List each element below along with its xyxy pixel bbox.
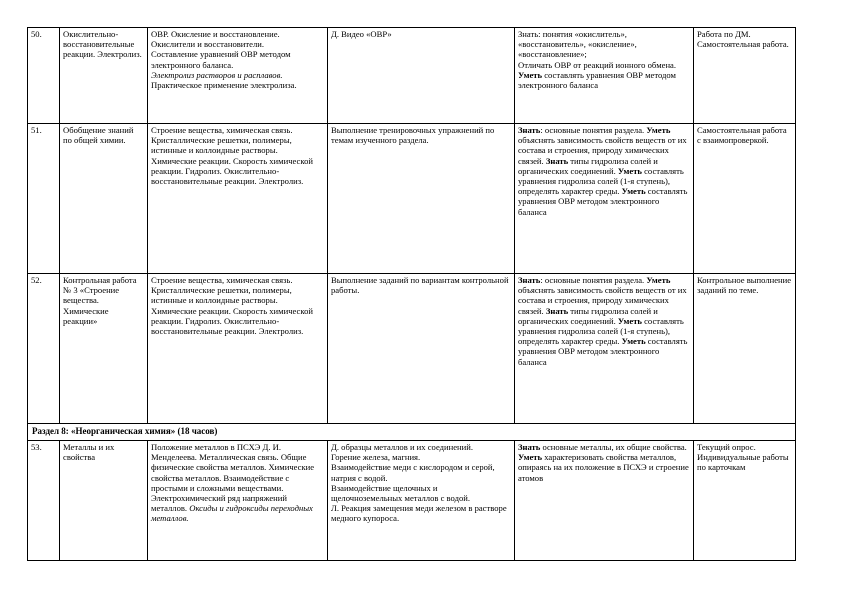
lesson-content	[148, 28, 328, 124]
lesson-number: 50.	[28, 28, 60, 124]
lesson-control: Текущий опрос. Индивидуальные работы по карточкам	[694, 441, 796, 561]
lesson-requirements	[515, 441, 694, 561]
req-bold: Уметь	[617, 315, 642, 326]
lesson-requirements	[515, 274, 694, 424]
lesson-demo: Д. Видео «ОВР»	[328, 28, 515, 124]
req-text: составлять уравнения ОВР методом электронного баланса	[518, 69, 676, 91]
req-bold: Уметь	[621, 336, 646, 347]
req-bold: Знать	[518, 442, 541, 452]
req-text: типы гидролиза солей и органических соединений.	[518, 155, 658, 176]
lesson-control: Контрольное выполнение заданий по теме.	[694, 274, 796, 424]
req-line: Знать: понятия «окислитель», «восстановитель», «окисление», «восстановление»;	[518, 29, 639, 60]
lesson-plan-table	[27, 27, 795, 561]
req-bold: Уметь	[518, 69, 543, 80]
section-heading: Раздел 8: «Неорганическая химия» (18 часов)	[28, 424, 796, 441]
lesson-topic: Контрольная работа № 3 «Строение вещества. Химические реакции»	[60, 274, 148, 424]
lesson-requirements	[515, 28, 694, 124]
demo-line: Горение железа, магния.	[331, 452, 421, 463]
req-text: составлять уравнения гидролиза солей (1-я ступень), определять характер среды.	[518, 165, 684, 197]
demo-line: Д. образцы металлов и их соединений.	[331, 442, 473, 452]
req-line: Отличать ОВР от реакций ионного обмена.	[518, 59, 677, 70]
lesson-number: 52.	[28, 274, 60, 424]
lesson-content: Строение вещества, химическая связь. Кристаллические решетки, полимеры, истинные и коллоидные растворы. Химические реакции. Скорость химической реакции. Гидролиз. Окислительно-восстановительные реакции. Электролиз.	[148, 274, 328, 424]
lesson-control: Самостоятельная работа с взаимопроверкой.	[694, 124, 796, 274]
req-bold: Знать	[518, 275, 541, 285]
req-text: составлять уравнения ОВР методом электронного баланса	[518, 186, 688, 217]
lesson-content	[148, 441, 328, 561]
table-row	[28, 274, 796, 424]
content-line: Окислители и восстановители.	[151, 39, 265, 50]
lesson-requirements	[515, 124, 694, 274]
table-row	[28, 28, 796, 124]
lesson-demo: Выполнение заданий по вариантам контрольной работы.	[328, 274, 515, 424]
lesson-topic: Обобщение знаний по общей химии.	[60, 124, 148, 274]
req-bold: Знать	[518, 125, 541, 135]
req-bold: Уметь	[646, 125, 671, 135]
lesson-demo	[328, 441, 515, 561]
content-italic: Электролиз растворов и расплавов.	[151, 69, 283, 80]
req-bold: Уметь	[518, 452, 543, 463]
content-line: Составление уравнений ОВР методом электронного баланса.	[151, 49, 293, 70]
req-text: : основные понятия раздела.	[540, 275, 647, 285]
req-bold: Уметь	[621, 186, 646, 197]
req-text: составлять уравнения ОВР методом электронного баланса	[518, 336, 688, 367]
content-italic: Оксиды и гидроксиды переходных металлов.	[151, 503, 313, 524]
req-text: составлять уравнения гидролиза солей (1-я ступень), определять характер среды.	[518, 315, 684, 347]
req-text: объяснять зависимость свойств веществ от их состава и строения, природу химических связей.	[518, 285, 687, 316]
req-bold: Знать	[545, 305, 569, 316]
demo-line: Л. Реакция замещения меди железом в растворе медного купороса.	[331, 503, 509, 524]
lesson-number: 51.	[28, 124, 60, 274]
lesson-control: Работа по ДМ. Самостоятельная работа.	[694, 28, 796, 124]
req-bold: Уметь	[646, 275, 671, 285]
content-text: Практическое применение электролиза.	[151, 80, 297, 91]
req-text: объяснять зависимость свойств веществ от их состава и строения, природу химических связей.	[518, 135, 687, 166]
lesson-content: Строение вещества, химическая связь. Кристаллические решетки, полимеры, истинные и коллоидные растворы. Химические реакции. Скорость химической реакции. Гидролиз. Окислительно-восстановительные реакции. Электролиз.	[148, 124, 328, 274]
table-row	[28, 124, 796, 274]
table-row	[28, 441, 796, 561]
lesson-demo: Выполнение тренировочных упражнений по темам изученного раздела.	[328, 124, 515, 274]
lesson-number: 53.	[28, 441, 60, 561]
section-row	[28, 424, 796, 441]
req-text: типы гидролиза солей и органических соединений.	[518, 305, 658, 326]
req-text: характеризовать свойства металлов, опираясь на их положение в ПСХЭ и строение атомов	[518, 452, 689, 483]
req-text: : основные понятия раздела.	[540, 125, 647, 135]
req-bold: Знать	[545, 155, 569, 166]
content-text: Положение металлов в ПСХЭ Д. И. Менделеева. Металлическая связь. Общие физические свойства металлов. Химические свойства металлов. Взаимодействие с простыми и сложными веществами. Электрохимический ряд напряжений металлов.	[151, 442, 315, 514]
req-bold: Уметь	[617, 165, 642, 176]
demo-line: Взаимодействие меди с кислородом и серой, натрия с водой.	[331, 462, 497, 483]
lesson-topic: Окислительно-восстановительные реакции. Электролиз.	[60, 28, 148, 124]
demo-line: Взаимодействие щелочных и щелочноземельных металлов с водой.	[331, 482, 471, 504]
lesson-topic: Металлы и их свойства	[60, 441, 148, 561]
content-line: ОВР. Окисление и восстановление.	[151, 29, 280, 39]
req-text: основные металлы, их общие свойства.	[540, 442, 687, 452]
